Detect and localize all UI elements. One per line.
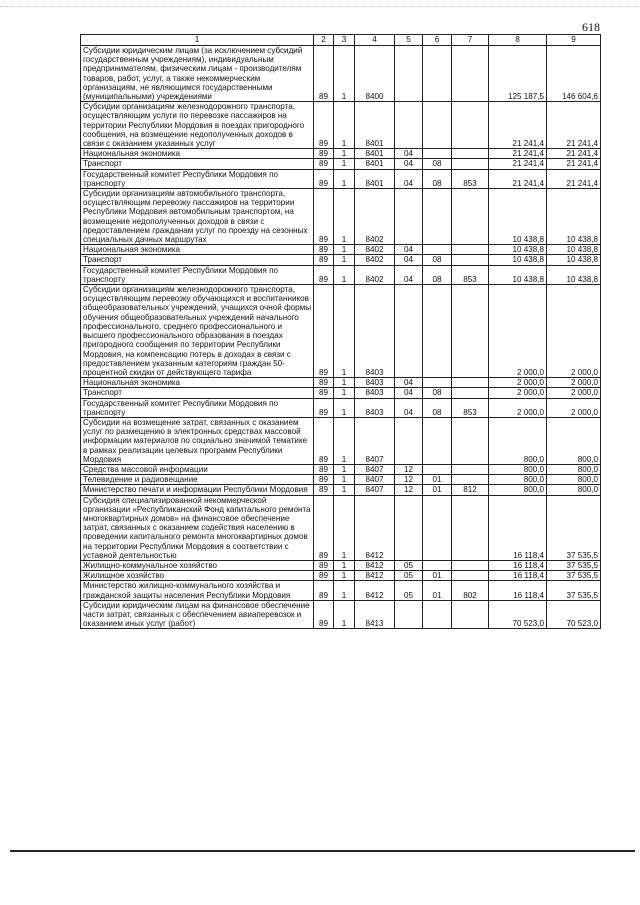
- table-row: [81, 265, 601, 284]
- col7-code: 802: [452, 581, 489, 600]
- col2-code: 89: [314, 495, 334, 560]
- amount-9: 800,0: [547, 464, 601, 474]
- col-header: 6: [423, 35, 452, 46]
- table-row: [81, 255, 601, 265]
- row-description: Государственный комитет Республики Мордовия по транспорту: [81, 398, 314, 417]
- col6-code: [423, 189, 452, 245]
- col7-code: [452, 388, 489, 398]
- amount-9: 10 438,8: [547, 245, 601, 255]
- amount-9: 37 535,5: [547, 581, 601, 600]
- amount-8: 800,0: [489, 417, 547, 464]
- table-row: [81, 169, 601, 188]
- col7-code: 853: [452, 398, 489, 417]
- col5-code: [395, 600, 423, 629]
- col4-code: 8403: [355, 398, 395, 417]
- col-header: 5: [395, 35, 423, 46]
- col4-code: 8412: [355, 560, 395, 570]
- col4-code: 8407: [355, 475, 395, 485]
- bottom-rule: [10, 850, 635, 852]
- col7-code: [452, 46, 489, 102]
- amount-9: 37 535,5: [547, 495, 601, 560]
- col6-code: 08: [423, 265, 452, 284]
- col2-code: 89: [314, 102, 334, 149]
- col4-code: 8402: [355, 255, 395, 265]
- col7-code: [452, 285, 489, 378]
- col3-code: 1: [334, 255, 355, 265]
- col-header: 4: [355, 35, 395, 46]
- col7-code: 812: [452, 485, 489, 495]
- amount-9: 37 535,5: [547, 571, 601, 581]
- col4-code: 8407: [355, 417, 395, 464]
- amount-8: 16 118,4: [489, 581, 547, 600]
- col7-code: [452, 600, 489, 629]
- amount-8: 21 241,4: [489, 159, 547, 169]
- amount-8: 2 000,0: [489, 398, 547, 417]
- col2-code: 89: [314, 46, 334, 102]
- col4-code: 8412: [355, 495, 395, 560]
- col2-code: 89: [314, 285, 334, 378]
- col4-code: 8401: [355, 149, 395, 159]
- col2-code: 89: [314, 417, 334, 464]
- row-description: Субсидии организациям железнодорожного транспорта, осуществляющим перевозку обучающихся и воспитанников общеобразовательных учреждений, учащихся очной формы обучения общеобразовательных учреждений начального профессионального, среднего профессионального и высшего профессионального образования в поездах пригородного сообщения по территории Республики Мордовия, на компенсацию потерь в доходах в связи с предоставлением указанным категориям граждан 50-процентной скидки от действующего тарифа: [81, 285, 314, 378]
- table-row: [81, 417, 601, 464]
- row-description: Транспорт: [81, 159, 314, 169]
- table-body: [81, 46, 601, 629]
- col6-code: [423, 285, 452, 378]
- amount-9: 21 241,4: [547, 159, 601, 169]
- row-description: Национальная экономика: [81, 245, 314, 255]
- amount-9: 10 438,8: [547, 255, 601, 265]
- amount-8: 10 438,8: [489, 255, 547, 265]
- amount-9: 2 000,0: [547, 378, 601, 388]
- col5-code: 12: [395, 464, 423, 474]
- col5-code: 04: [395, 398, 423, 417]
- row-description: Министерство жилищно-коммунального хозяйства и гражданской защиты населения Республики Мордовия: [81, 581, 314, 600]
- col-header: 2: [314, 35, 334, 46]
- amount-8: 125 187,5: [489, 46, 547, 102]
- col3-code: 1: [334, 475, 355, 485]
- amount-9: 800,0: [547, 475, 601, 485]
- col2-code: 89: [314, 265, 334, 284]
- header-row: [81, 35, 601, 46]
- amount-9: 21 241,4: [547, 102, 601, 149]
- table-row: [81, 600, 601, 629]
- col5-code: [395, 46, 423, 102]
- table-row: [81, 560, 601, 570]
- col3-code: 1: [334, 149, 355, 159]
- col7-code: [452, 189, 489, 245]
- col5-code: [395, 417, 423, 464]
- table-row: [81, 245, 601, 255]
- amount-8: 10 438,8: [489, 265, 547, 284]
- col6-code: 08: [423, 169, 452, 188]
- row-description: Субсидии юридическим лицам на финансовое обеспечение части затрат, связанных с обеспечением авиаперевозок и оказанием иных услуг (работ): [81, 600, 314, 629]
- table-row: [81, 378, 601, 388]
- row-description: Национальная экономика: [81, 378, 314, 388]
- col5-code: [395, 102, 423, 149]
- col4-code: 8402: [355, 189, 395, 245]
- col2-code: 89: [314, 169, 334, 188]
- amount-9: 2 000,0: [547, 398, 601, 417]
- amount-8: 2 000,0: [489, 378, 547, 388]
- col5-code: [395, 495, 423, 560]
- col7-code: [452, 378, 489, 388]
- col3-code: 1: [334, 285, 355, 378]
- amount-8: 16 118,4: [489, 571, 547, 581]
- col6-code: 01: [423, 485, 452, 495]
- table-row: [81, 475, 601, 485]
- col2-code: 89: [314, 378, 334, 388]
- col6-code: 08: [423, 255, 452, 265]
- col5-code: 04: [395, 388, 423, 398]
- amount-9: 37 535,5: [547, 560, 601, 570]
- table-row: [81, 159, 601, 169]
- col3-code: 1: [334, 102, 355, 149]
- col4-code: 8407: [355, 464, 395, 474]
- amount-8: 2 000,0: [489, 285, 547, 378]
- col4-code: 8412: [355, 571, 395, 581]
- col7-code: [452, 102, 489, 149]
- col4-code: 8401: [355, 102, 395, 149]
- col5-code: 12: [395, 485, 423, 495]
- row-description: Транспорт: [81, 388, 314, 398]
- col3-code: 1: [334, 571, 355, 581]
- row-description: Министерство печати и информации Республики Мордовия: [81, 485, 314, 495]
- col2-code: 89: [314, 464, 334, 474]
- amount-9: 2 000,0: [547, 285, 601, 378]
- row-description: Субсидии организациям автомобильного транспорта, осуществляющим перевозку пассажиров на территории Республики Мордовия автомобильным транспортом, на возмещение недополученных доходов в связи с предоставлением гражданам услуг по проезду на сезонных специальных дачных маршрутах: [81, 189, 314, 245]
- col7-code: 853: [452, 265, 489, 284]
- table-row: [81, 581, 601, 600]
- row-description: Средства массовой информации: [81, 464, 314, 474]
- col6-code: 01: [423, 475, 452, 485]
- table-row: [81, 398, 601, 417]
- col6-code: [423, 378, 452, 388]
- col4-code: 8403: [355, 388, 395, 398]
- col5-code: 04: [395, 245, 423, 255]
- row-description: Государственный комитет Республики Мордовия по транспорту: [81, 265, 314, 284]
- col5-code: 05: [395, 581, 423, 600]
- amount-8: 800,0: [489, 485, 547, 495]
- row-description: Субсидии юридическим лицам (за исключением субсидий государственным учреждениям), индивидуальным предпринимателям, физическим лицам - производителям товаров, работ, услуг, а также некоммерческим организациям, не являющимся государственными (муниципальными) учреждениями: [81, 46, 314, 102]
- row-description: Транспорт: [81, 255, 314, 265]
- col2-code: 89: [314, 560, 334, 570]
- col3-code: 1: [334, 581, 355, 600]
- budget-table: [80, 34, 601, 629]
- col2-code: 89: [314, 255, 334, 265]
- col2-code: 89: [314, 485, 334, 495]
- col3-code: 1: [334, 169, 355, 188]
- col3-code: 1: [334, 398, 355, 417]
- amount-9: 21 241,4: [547, 169, 601, 188]
- col6-code: 08: [423, 159, 452, 169]
- col3-code: 1: [334, 464, 355, 474]
- table-row: [81, 464, 601, 474]
- col4-code: 8401: [355, 159, 395, 169]
- col5-code: 05: [395, 571, 423, 581]
- col3-code: 1: [334, 265, 355, 284]
- col4-code: 8402: [355, 245, 395, 255]
- col6-code: [423, 46, 452, 102]
- col7-code: [452, 245, 489, 255]
- amount-9: 800,0: [547, 485, 601, 495]
- col-header: 1: [81, 35, 314, 46]
- col6-code: 08: [423, 388, 452, 398]
- col2-code: 89: [314, 581, 334, 600]
- amount-8: 800,0: [489, 475, 547, 485]
- col7-code: [452, 560, 489, 570]
- table-row: [81, 571, 601, 581]
- table-row: [81, 495, 601, 560]
- col5-code: 05: [395, 560, 423, 570]
- col2-code: 89: [314, 600, 334, 629]
- col5-code: 12: [395, 475, 423, 485]
- col7-code: 853: [452, 169, 489, 188]
- col4-code: 8412: [355, 581, 395, 600]
- top-rule: [0, 6, 640, 7]
- row-description: Жилищно-коммунальное хозяйство: [81, 560, 314, 570]
- col5-code: 04: [395, 149, 423, 159]
- col7-code: [452, 464, 489, 474]
- col6-code: [423, 495, 452, 560]
- col6-code: [423, 464, 452, 474]
- amount-9: 10 438,8: [547, 189, 601, 245]
- col3-code: 1: [334, 485, 355, 495]
- col6-code: 01: [423, 581, 452, 600]
- amount-9: 2 000,0: [547, 388, 601, 398]
- amount-8: 70 523,0: [489, 600, 547, 629]
- amount-9: 21 241,4: [547, 149, 601, 159]
- amount-9: 70 523,0: [547, 600, 601, 629]
- table-row: [81, 485, 601, 495]
- table-row: [81, 388, 601, 398]
- table-row: [81, 102, 601, 149]
- col2-code: 89: [314, 159, 334, 169]
- table-row: [81, 189, 601, 245]
- col-header: 8: [489, 35, 547, 46]
- row-description: Жилищное хозяйство: [81, 571, 314, 581]
- row-description: Телевидение и радиовещание: [81, 475, 314, 485]
- col7-code: [452, 255, 489, 265]
- col6-code: 08: [423, 398, 452, 417]
- table-row: [81, 149, 601, 159]
- col6-code: [423, 102, 452, 149]
- col3-code: 1: [334, 495, 355, 560]
- col6-code: [423, 600, 452, 629]
- col3-code: 1: [334, 388, 355, 398]
- col4-code: 8407: [355, 485, 395, 495]
- col3-code: 1: [334, 378, 355, 388]
- amount-9: 10 438,8: [547, 265, 601, 284]
- col5-code: 04: [395, 169, 423, 188]
- amount-9: 146 604,6: [547, 46, 601, 102]
- amount-8: 16 118,4: [489, 495, 547, 560]
- col7-code: [452, 159, 489, 169]
- col3-code: 1: [334, 46, 355, 102]
- col3-code: 1: [334, 417, 355, 464]
- col2-code: 89: [314, 398, 334, 417]
- col7-code: [452, 149, 489, 159]
- table-row: [81, 46, 601, 102]
- col5-code: 04: [395, 159, 423, 169]
- col5-code: 04: [395, 255, 423, 265]
- col6-code: 01: [423, 571, 452, 581]
- amount-8: 21 241,4: [489, 149, 547, 159]
- col5-code: [395, 189, 423, 245]
- col7-code: [452, 475, 489, 485]
- col2-code: 89: [314, 245, 334, 255]
- col7-code: [452, 495, 489, 560]
- row-description: Субсидии на возмещение затрат, связанных с оказанием услуг по размещению в электронных средствах массовой информации материалов по социально значимой тематике в рамках реализации целевых программ Республики Мордовия: [81, 417, 314, 464]
- col2-code: 89: [314, 388, 334, 398]
- col4-code: 8400: [355, 46, 395, 102]
- col3-code: 1: [334, 159, 355, 169]
- amount-8: 10 438,8: [489, 189, 547, 245]
- col2-code: 89: [314, 475, 334, 485]
- row-description: Государственный комитет Республики Мордовия по транспорту: [81, 169, 314, 188]
- col-header: 7: [452, 35, 489, 46]
- amount-8: 10 438,8: [489, 245, 547, 255]
- amount-9: 800,0: [547, 417, 601, 464]
- amount-8: 800,0: [489, 464, 547, 474]
- col7-code: [452, 417, 489, 464]
- col3-code: 1: [334, 600, 355, 629]
- col5-code: 04: [395, 378, 423, 388]
- col5-code: [395, 285, 423, 378]
- col3-code: 1: [334, 245, 355, 255]
- col4-code: 8413: [355, 600, 395, 629]
- amount-8: 21 241,4: [489, 169, 547, 188]
- col6-code: [423, 149, 452, 159]
- amount-8: 16 118,4: [489, 560, 547, 570]
- row-description: Национальная экономика: [81, 149, 314, 159]
- col6-code: [423, 560, 452, 570]
- col2-code: 89: [314, 571, 334, 581]
- col6-code: [423, 417, 452, 464]
- col4-code: 8401: [355, 169, 395, 188]
- col4-code: 8403: [355, 285, 395, 378]
- row-description: Субсидия специализированной некоммерческой организации «Республиканский Фонд капитального ремонта многоквартирных домов» на финансовое обеспечение затрат, связанных с оказанием содействия населению в проведении капитального ремонта многоквартирных домов на территории Республики Мордовия в соответствии с уставной деятельностью: [81, 495, 314, 560]
- col3-code: 1: [334, 189, 355, 245]
- col3-code: 1: [334, 560, 355, 570]
- col4-code: 8402: [355, 265, 395, 284]
- col2-code: 89: [314, 149, 334, 159]
- col7-code: [452, 571, 489, 581]
- table-row: [81, 285, 601, 378]
- col5-code: 04: [395, 265, 423, 284]
- page-number: 618: [582, 20, 600, 34]
- col4-code: 8403: [355, 378, 395, 388]
- row-description: Субсидии организациям железнодорожного транспорта, осуществляющим услуги по перевозке пассажиров на территории Республики Мордовия в поездах пригородного сообщения, на возмещение недополученных доходов в связи с оказанием указанных услуг: [81, 102, 314, 149]
- col-header: 9: [547, 35, 601, 46]
- col6-code: [423, 245, 452, 255]
- col-header: 3: [334, 35, 355, 46]
- col2-code: 89: [314, 189, 334, 245]
- amount-8: 21 241,4: [489, 102, 547, 149]
- amount-8: 2 000,0: [489, 388, 547, 398]
